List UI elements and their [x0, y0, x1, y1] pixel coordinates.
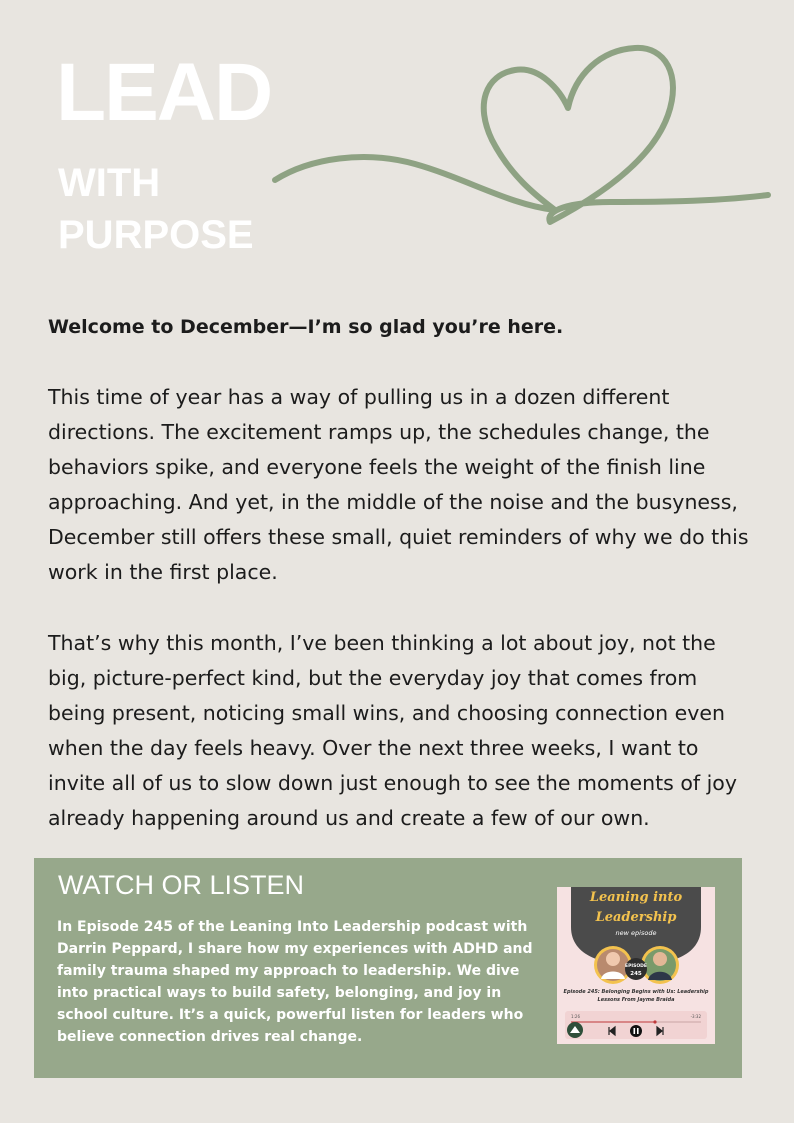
title-lead: LEAD: [56, 47, 272, 138]
time-elapsed: 1:26: [571, 1014, 580, 1019]
title-purpose: PURPOSE: [58, 213, 254, 257]
progress-knob: [653, 1020, 656, 1023]
title-with: WITH: [58, 161, 161, 205]
watch-panel: [34, 858, 742, 1078]
thumbnail-tag: new episode: [615, 929, 657, 937]
podcast-thumbnail[interactable]: [557, 887, 715, 1044]
paragraph-joy: That’s why this month, I’ve been thinking a lot about joy, not the big, picture-perfect kind, but the everyday joy that comes from being present, noticing small wins, and choosing connection even when the day feels heavy. Over the next three weeks, I want to invite all of us to slow down just enough to see the moments of joy already happening around us and create a few of our own.: [48, 631, 737, 830]
watch-description: In Episode 245 of the Leaning Into Leadership podcast with Darrin Peppard, I share how my experiences with ADHD and family trauma shaped my approach to leadership. We dive into practical ways to build safety, belonging, and joy in school culture. It’s a quick, powerful listen for leaders who believe connection drives real change.: [57, 919, 533, 1045]
time-remaining: -3:32: [690, 1014, 701, 1019]
paragraph-intro: This time of year has a way of pulling us in a dozen different directions. The excitement ramps up, the schedules change, the behaviors spike, and everyone feels the weight of the finish line approaching. And yet, in the middle of the noise and the busyness, December still offers these small, quiet reminders of why we do this work in the first place.: [48, 385, 749, 584]
thumbnail-caption-line1: Episode 245: Belonging Begins with Us: Leadership: [563, 989, 709, 995]
episode-badge-number: 245: [630, 971, 642, 977]
thumbnail-title-line2: Leadership: [595, 910, 677, 925]
pause-icon: [630, 1025, 642, 1037]
heart-swirl-icon: [270, 40, 780, 240]
thumbnail-title-line1: Leaning into: [589, 890, 683, 905]
thumbnail-caption-line2: Lessons From Jayme Braida: [597, 997, 675, 1003]
episode-badge-label: EPISODE: [625, 964, 647, 969]
greeting: Welcome to December—I’m so glad you’re here.: [48, 316, 564, 338]
watch-heading: WATCH OR LISTEN: [58, 870, 305, 900]
